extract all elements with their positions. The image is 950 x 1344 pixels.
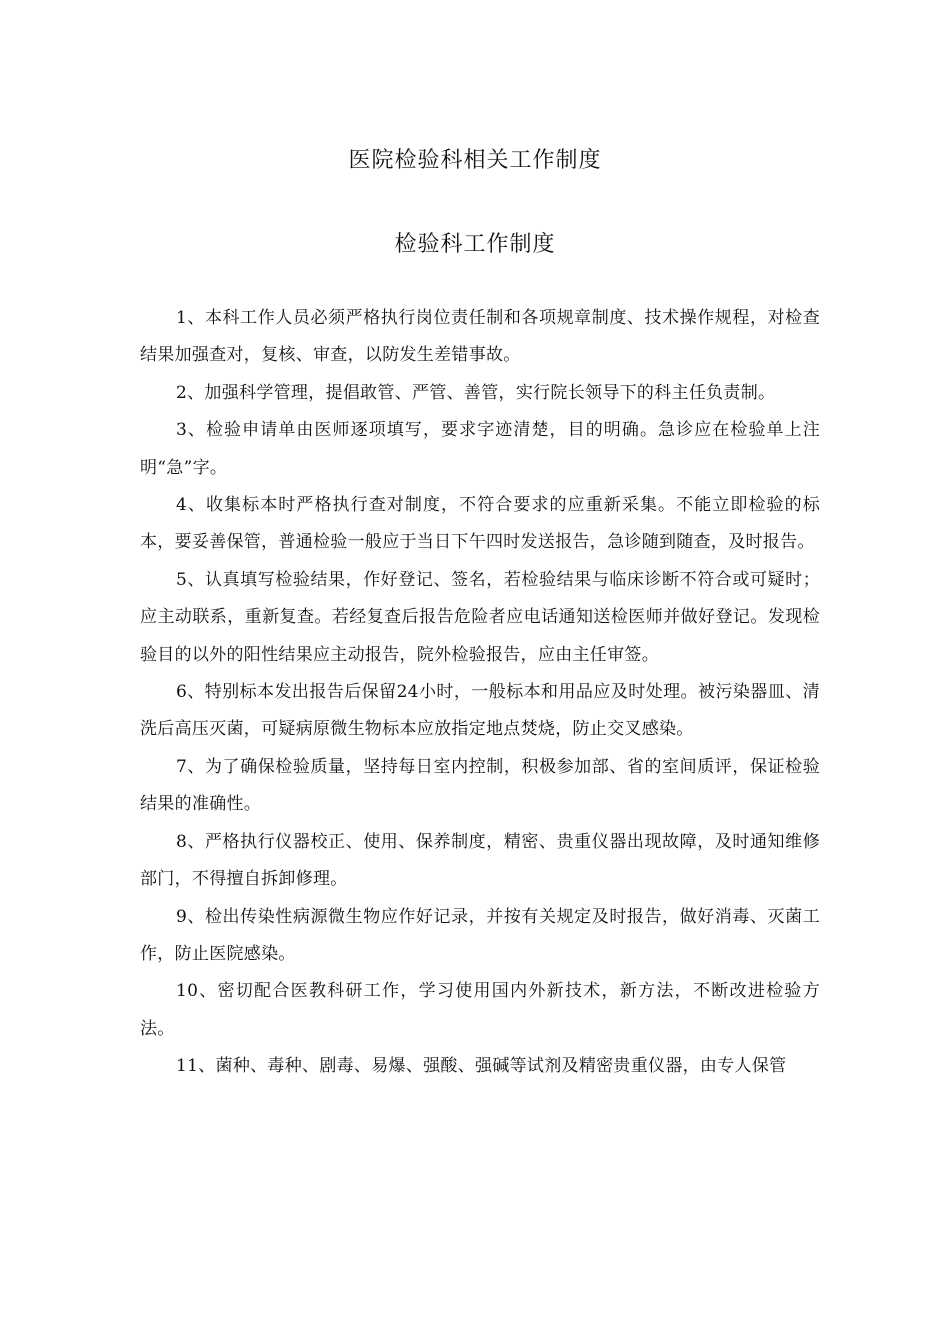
paragraph-1: 1、本科工作人员必须严格执行岗位责任制和各项规章制度、技术操作规程，对检查结果加强查对，复核、审查，以防发生差错事故。: [140, 308, 820, 366]
paragraph-9: 9、检出传染性病源微生物应作好记录，并按有关规定及时报告，做好消毒、灭菌工作，防止医院感染。: [140, 906, 820, 964]
paragraph-11: 11、菌种、毒种、剧毒、易爆、强酸、强碱等试剂及精密贵重仪器，由专人保管: [176, 1056, 787, 1077]
document-body: [140, 300, 820, 1086]
paragraph-6: 6、特别标本发出报告后保留24小时，一般标本和用品应及时处理。被污染器皿、清洗后高压灭菌，可疑病原微生物标本应放指定地点焚烧，防止交叉感染。: [140, 682, 820, 740]
section-title: 检验科工作制度: [394, 232, 556, 257]
paragraph-5: 5、认真填写检验结果，作好登记、签名，若检验结果与临床诊断不符合或可疑时；应主动联系，重新复查。若经复查后报告危险者应电话通知送检医师并做好登记。发现检验目的以外的阳性结果应主动报告，院外检验报告，应由主任审签。: [140, 569, 820, 665]
document-title: 医院检验科相关工作制度: [348, 148, 602, 173]
paragraph-7: 7、为了确保检验质量，坚持每日室内控制，积极参加部、省的室间质评，保证检验结果的准确性。: [140, 756, 820, 815]
paragraph-3: 3、检验申请单由医师逐项填写，要求字迹清楚，目的明确。急诊应在检验单上注明“急”字。: [140, 420, 820, 478]
paragraph-8: 8、严格执行仪器校正、使用、保养制度，精密、贵重仪器出现故障，及时通知维修部门，不得擅自拆卸修理。: [140, 831, 820, 890]
paragraph-2: 2、加强科学管理，提倡敢管、严管、善管，实行院长领导下的科主任负责制。: [176, 382, 776, 403]
paragraph-4: 4、收集标本时严格执行查对制度，不符合要求的应重新采集。不能立即检验的标本，要妥善保管，普通检验一般应于当日下午四时发送报告，急诊随到随查，及时报告。: [140, 495, 820, 553]
paragraph-10: 10、密切配合医教科研工作，学习使用国内外新技术，新方法，不断改进检验方法。: [140, 981, 820, 1039]
